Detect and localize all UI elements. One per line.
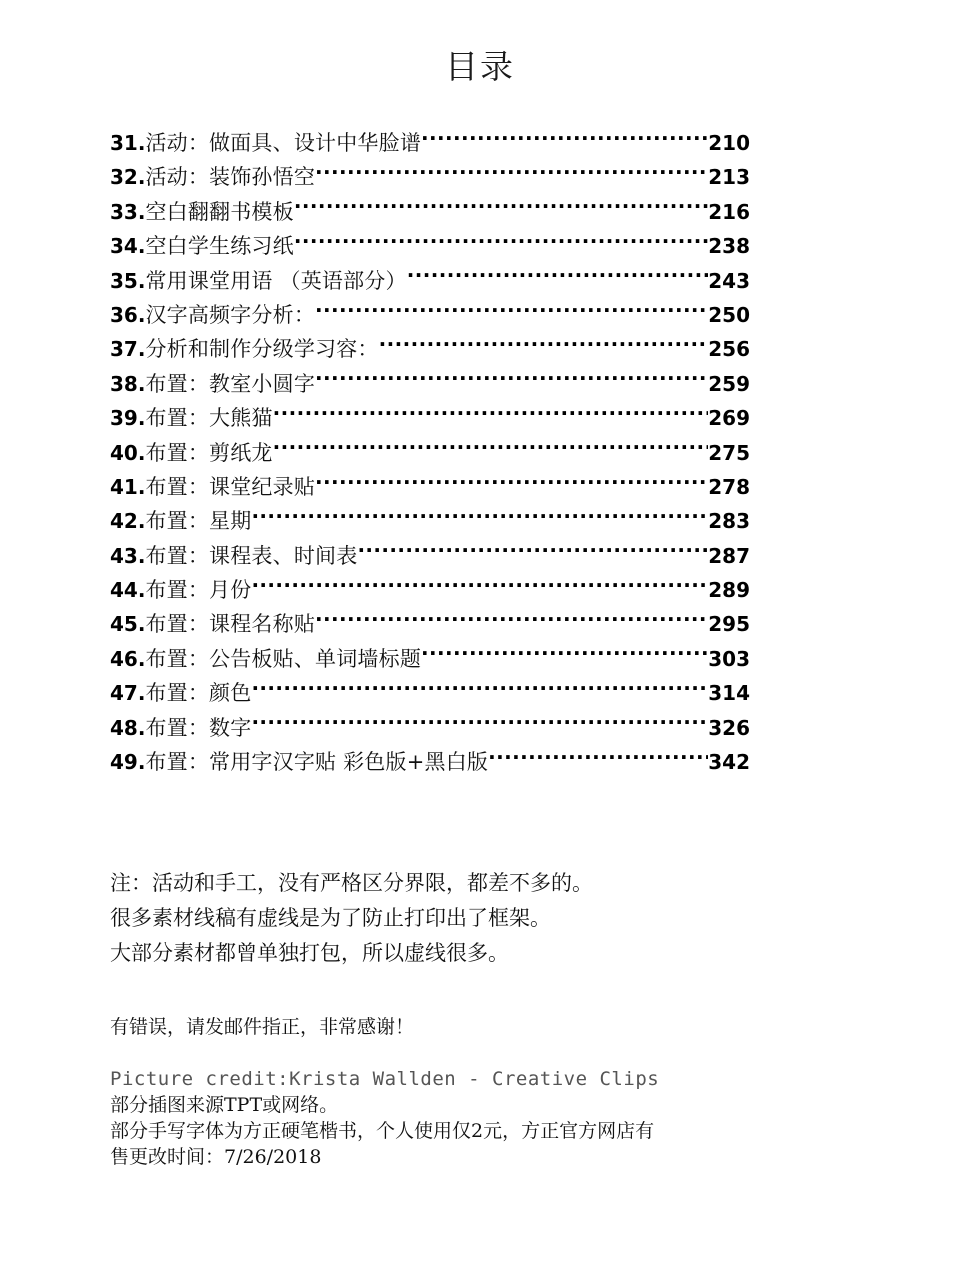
toc-entry-number: 48. [110,715,146,740]
toc-entry[interactable] [110,642,750,676]
toc-dot-leader [294,203,708,219]
picture-credit-line: Picture credit:Krista Wallden - Creative Clips [110,1068,660,1090]
toc-entry-number: 47. [110,681,146,706]
toc-page-number: 210 [708,131,750,155]
toc-entry-number: 42. [110,509,146,534]
toc-entry-title: 活动：做面具、设计中华脸谱 [145,131,422,155]
toc-page-number: 216 [708,199,750,224]
toc-entry-number: 45. [110,612,146,637]
toc-dot-leader [488,753,708,769]
toc-dot-leader [379,340,709,356]
toc-entry-number: 33. [110,199,146,224]
toc-entry-title: 布置：教室小圆字 [145,371,316,396]
toc-entry-number: 38. [110,371,146,396]
toc-entry-title: 活动：装饰孙悟空 [145,165,316,190]
toc-dot-leader [273,409,709,425]
toc-entry-title: 布置：课程名称贴 [145,612,316,637]
toc-entry[interactable] [110,126,750,160]
toc-dot-leader [251,512,708,528]
toc-dot-leader [251,684,708,700]
toc-entry-number: 46. [110,646,146,671]
toc-dot-leader [421,650,708,666]
toc-entry-number: 35. [110,268,146,293]
toc-dot-leader [315,615,708,631]
toc-dot-leader [421,134,708,150]
toc-page-number: 269 [708,406,750,431]
toc-entry-title: 布置：数字 [145,715,252,740]
toc-page-number: 250 [708,302,750,327]
toc-dot-leader [357,547,708,563]
toc-dot-leader [315,375,708,391]
credit-line: 售更改时间：7/26/2018 [110,1146,322,1168]
toc-dot-leader [251,581,708,597]
toc-entry[interactable] [110,298,750,332]
toc-entry-title: 常用课堂用语 （英语部分） [145,268,407,293]
toc-page-number: 243 [708,268,750,293]
toc-entry[interactable] [110,711,750,745]
toc-entry-number: 43. [110,543,146,568]
credit-line: 部分插图来源TPT或网络。 [110,1094,339,1116]
toc-entry-title: 空白学生练习纸 [145,234,294,259]
toc-entry-number: 39. [110,406,146,431]
toc-entry[interactable] [110,160,750,194]
toc-page-number: 342 [708,750,750,775]
toc-page-number: 289 [708,578,750,603]
toc-page-number: 314 [708,681,750,706]
toc-entry[interactable] [110,195,750,229]
toc-entry[interactable] [110,264,750,298]
toc-entry[interactable] [110,229,750,263]
credit-line: 部分手写字体为方正硬笔楷书，个人使用仅2元，方正官方网店有 [110,1120,655,1142]
toc-dot-leader [315,168,708,184]
toc-entry-title: 布置：剪纸龙 [145,440,273,465]
page-title: 目录 [445,47,515,86]
toc-dot-leader [315,306,708,322]
toc-entry[interactable] [110,607,750,641]
toc-entry-number: 32. [110,165,146,190]
toc-entry-title: 布置：大熊猫 [145,406,273,431]
toc-entry-title: 空白翻翻书模板 [145,199,294,224]
toc-entry[interactable] [110,470,750,504]
toc-entry-number: 31. [110,131,146,155]
toc-page-number: 238 [708,234,750,259]
thanks-note: 有错误，请发邮件指正，非常感谢！ [110,1016,415,1038]
toc-dot-leader [273,444,709,460]
toc-page-number: 326 [708,715,750,740]
toc-entry-title: 布置：常用字汉字贴 彩色版+黑白版 [145,750,489,775]
note-line: 很多素材线稿有虚线是为了防止打印出了框架。 [110,906,551,930]
toc-entry-title: 布置：课程表、时间表 [145,543,358,568]
toc-entry-title: 布置：颜色 [145,681,252,706]
toc-dot-leader [315,478,708,494]
toc-page-number: 283 [708,509,750,534]
toc-entry[interactable] [110,676,750,710]
toc-dot-leader [251,719,708,735]
toc-page-number: 278 [708,474,750,499]
toc-entry-number: 34. [110,234,146,259]
toc-entry-number: 37. [110,337,146,362]
toc-page-number: 275 [708,440,750,465]
note-line: 大部分素材都曾单独打包，所以虚线很多。 [110,941,509,965]
credits-block [110,1066,910,1170]
toc-entry-number: 44. [110,578,146,603]
toc-entry[interactable] [110,504,750,538]
toc-page-number: 256 [708,337,750,362]
toc-entry-title: 布置：课堂纪录贴 [145,474,316,499]
toc-entry[interactable] [110,745,750,779]
toc-entry-title: 汉字高频字分析： [145,302,316,327]
toc-page-number: 259 [708,371,750,396]
toc-entry[interactable] [110,367,750,401]
notes-block [110,866,870,971]
toc-entry-number: 41. [110,474,146,499]
toc-page-number: 303 [708,646,750,671]
note-line: 注：活动和手工，没有严格区分界限，都差不多的。 [110,871,593,895]
toc-entry-title: 布置：公告板贴、单词墙标题 [145,646,422,671]
toc-entry[interactable] [110,539,750,573]
toc-entry[interactable] [110,401,750,435]
toc-dot-leader [407,272,709,288]
table-of-contents [110,126,750,779]
toc-entry-number: 49. [110,750,146,775]
toc-page-number: 287 [708,543,750,568]
toc-entry[interactable] [110,332,750,366]
toc-entry[interactable] [110,573,750,607]
toc-entry-number: 36. [110,302,146,327]
toc-page-number: 295 [708,612,750,637]
toc-page-number: 213 [708,165,750,190]
toc-entry-title: 分析和制作分级学习容： [145,337,379,362]
toc-entry[interactable] [110,436,750,470]
toc-dot-leader [294,237,708,253]
toc-entry-title: 布置：星期 [145,509,252,534]
toc-entry-number: 40. [110,440,146,465]
toc-entry-title: 布置：月份 [145,578,252,603]
